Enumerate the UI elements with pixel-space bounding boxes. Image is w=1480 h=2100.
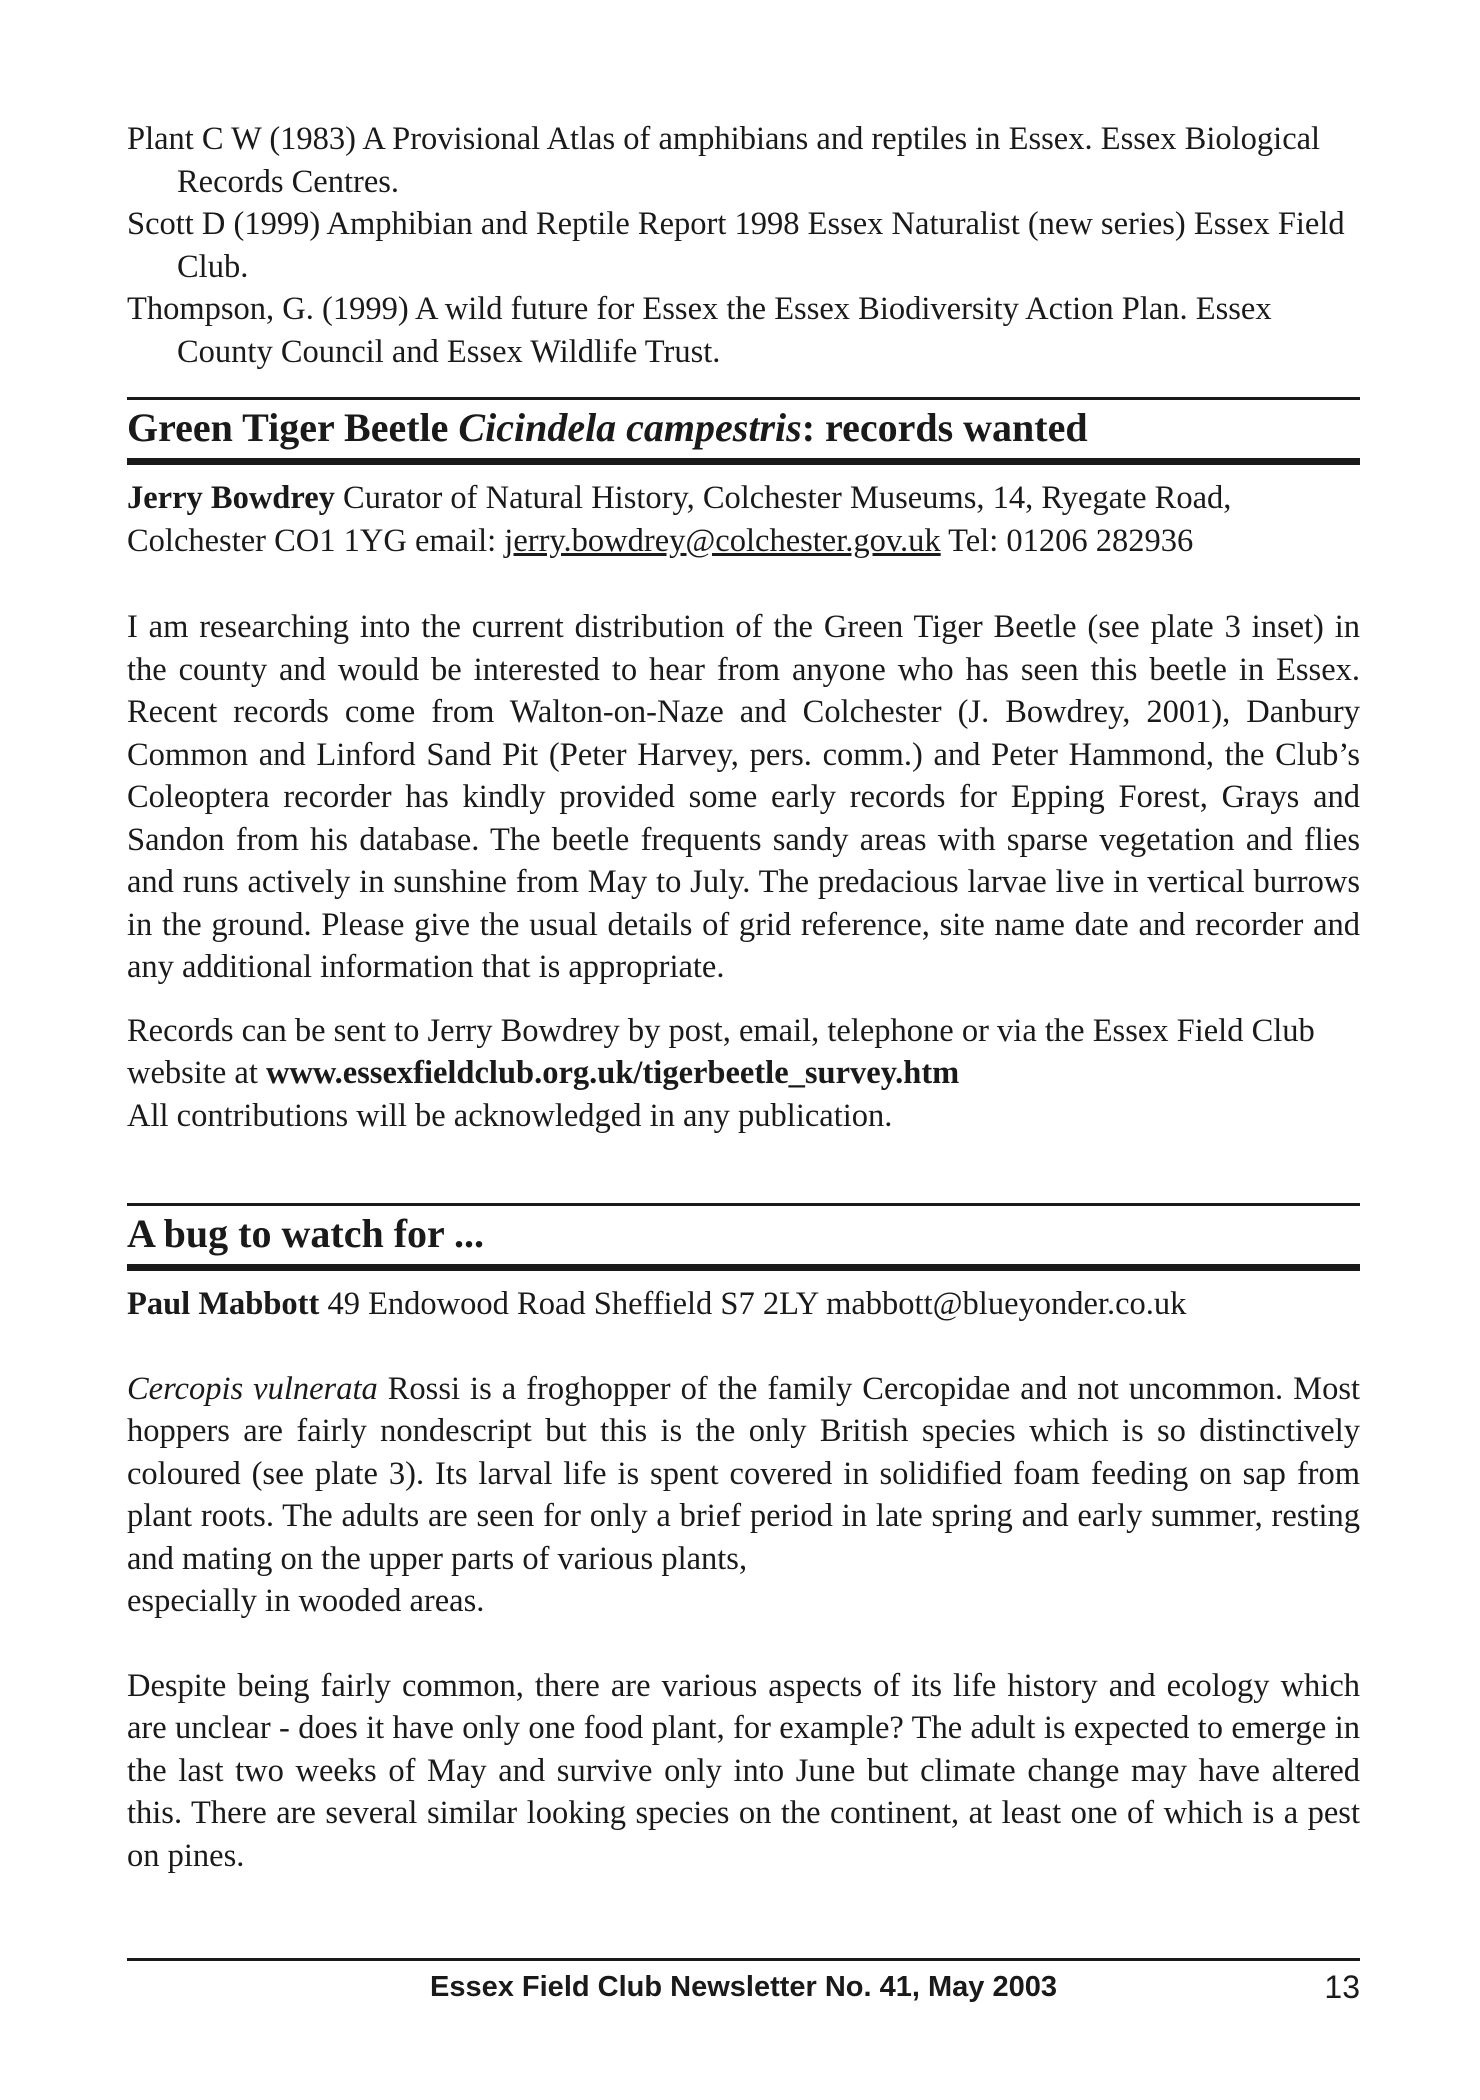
reference-scott: Scott D (1999) Amphibian and Reptile Report 1998 Essex Naturalist (new series) Essex Field Club. [127, 206, 1345, 285]
page-content [127, 118, 1360, 1877]
bug-paragraph-2: Despite being fairly common, there are various aspects of its life history and ecology which are unclear - does it have only one food plant, for example? The adult is expected to emerge in the last two weeks of May and survive only into June but climate change may have altered this. There are several similar looking species on the continent, at least one of which is a pest on pines. [127, 1667, 1360, 1874]
page-number: 13 [1324, 1969, 1360, 2005]
footer-title: Essex Field Club Newsletter No. 41, May 2003 [430, 1971, 1057, 2003]
species-name: Cercopis vulnerata [127, 1370, 378, 1407]
acknowledgement-text: All contributions will be acknowledged in any publication. [127, 1097, 893, 1134]
author-name: Jerry Bowdrey [127, 480, 335, 516]
author-block-bowdrey [127, 477, 1360, 562]
author-details: 49 Endowood Road Sheffield S7 2LY mabbott@blueyonder.co.uk [319, 1286, 1187, 1322]
article-title-tiger-beetle [127, 404, 1360, 452]
page-footer [127, 1967, 1360, 2011]
author-block-mabbott [127, 1283, 1360, 1326]
section-rule-bottom [127, 1264, 1360, 1271]
bug-paragraph-1-end: especially in wooded areas. [127, 1583, 485, 1619]
title-prefix: Green Tiger Beetle [127, 405, 459, 450]
title-suffix: : records wanted [801, 405, 1088, 450]
section-rule-bottom [127, 458, 1360, 465]
paragraph-text: Rossi is a froghopper of the family Cercopidae and not uncommon. Most hoppers are fairly nondescript but this is the only British species which is so distinctively coloured (see plate 3). Its larval life is spent covered in solidified foam feeding on sap from plant roots. The adults are seen for only a brief period in late spring and early summer, resting and mating on the upper parts of various plants, [127, 1370, 1361, 1577]
author-phone: Tel: 01206 282936 [940, 522, 1194, 559]
website-link[interactable]: www.essexfieldclub.org.uk/tigerbeetle_survey.htm [265, 1055, 960, 1091]
bug-paragraph-1 [127, 1368, 1360, 1581]
reference-thompson: Thompson, G. (1999) A wild future for Essex the Essex Biodiversity Action Plan. Essex County Council and Essex Wildlife Trust. [127, 291, 1272, 370]
article-body: I am researching into the current distribution of the Green Tiger Beetle (see plate 3 inset) in the county and would be interested to hear from anyone who has seen this beetle in Essex. Recent records come from Walton-on-Naze and Colchester (J. Bowdrey, 2001), Danbury Common and Linford Sand Pit (Peter Harvey, pers. comm.) and Peter Hammond, the Club’s Coleoptera recorder has kindly provided some early records for Epping Forest, Grays and Sandon from his database. The beetle frequents sandy areas with sparse vegetation and flies and runs actively in sunshine from May to July. The predacious larvae live in vertical burrows in the ground. Please give the usual details of grid reference, site name date and recorder and any additional information that is appropriate. [127, 609, 1360, 985]
section-rule-top [127, 397, 1360, 400]
author-name: Paul Mabbott [127, 1286, 320, 1322]
article-title-bug: A bug to watch for ... [127, 1211, 485, 1256]
reference-plant: Plant C W (1983) A Provisional Atlas of amphibians and reptiles in Essex. Essex Biological Records Centres. [127, 121, 1321, 200]
section-rule-top [127, 1203, 1360, 1206]
records-text: Records can be sent to Jerry Bowdrey by post, email, telephone or via the Essex Field Club website at [127, 1012, 1315, 1091]
records-paragraph [127, 1010, 1360, 1138]
title-species: Cicindela campestris [458, 405, 802, 450]
footer-rule [127, 1958, 1360, 1961]
reference-list [127, 118, 1360, 373]
author-details: Curator of Natural History, Colchester Museums, 14, Ryegate Road, Colchester CO1 1YG email: [127, 480, 1232, 559]
email-link[interactable]: jerry.bowdrey@colchester.gov.uk [504, 522, 941, 559]
